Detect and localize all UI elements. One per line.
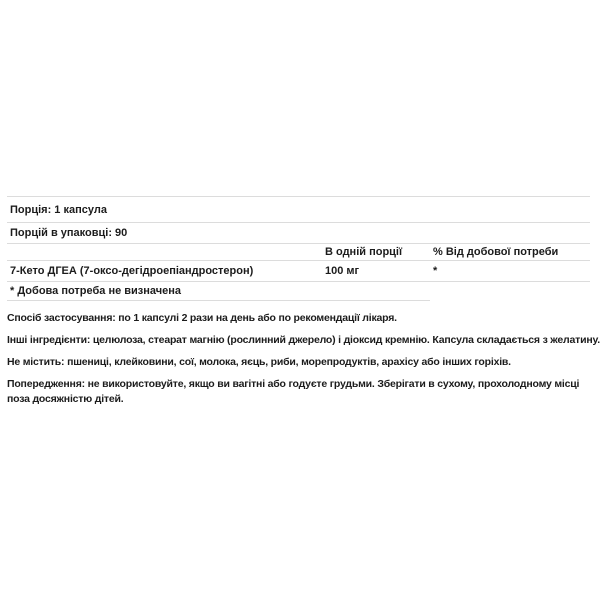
supplement-facts-table <box>7 196 590 301</box>
servings-per-container-text: Порцій в упаковці: 90 <box>10 227 128 239</box>
other-ingredients-paragraph: Інші інгредієнти: целюлоза, стеарат магнію (рослинний джерело) і діоксид кремнію. Капсула складається з желатину. <box>7 334 600 346</box>
serving-size-row <box>7 196 590 222</box>
daily-value-header: % Від добової потреби <box>433 246 559 258</box>
warnings-paragraph: Попередження: не використовуйте, якщо ви вагітні або годуєте грудьми. Зберігати в сухому, прохолодному місці поза досяжністю дітей. <box>7 378 580 405</box>
ingredient-row <box>7 260 590 281</box>
ingredient-daily-value: * <box>433 265 438 277</box>
facts-header-row <box>7 243 590 260</box>
serving-size-text: Порція: 1 капсула <box>10 203 107 216</box>
footnote-divider <box>7 300 430 301</box>
facts-footnote-row <box>7 281 590 300</box>
allergen-free-paragraph: Не містить: пшениці, клейковини, сої, молока, яєць, риби, морепродуктів, арахісу або інших горіхів. <box>7 356 511 368</box>
ingredient-name: 7-Кето ДГЕА (7-оксо-дегідроепіандростерон) <box>10 265 254 277</box>
directions-paragraph: Спосіб застосування: по 1 капсулі 2 рази на день або по рекомендації лікаря. <box>7 312 397 324</box>
facts-footnote-text: * Добова потреба не визначена <box>10 285 182 297</box>
product-notes <box>7 311 600 414</box>
amount-per-serving-header: В одній порції <box>325 246 403 258</box>
servings-per-container-row <box>7 222 590 243</box>
ingredient-amount: 100 мг <box>325 265 360 277</box>
